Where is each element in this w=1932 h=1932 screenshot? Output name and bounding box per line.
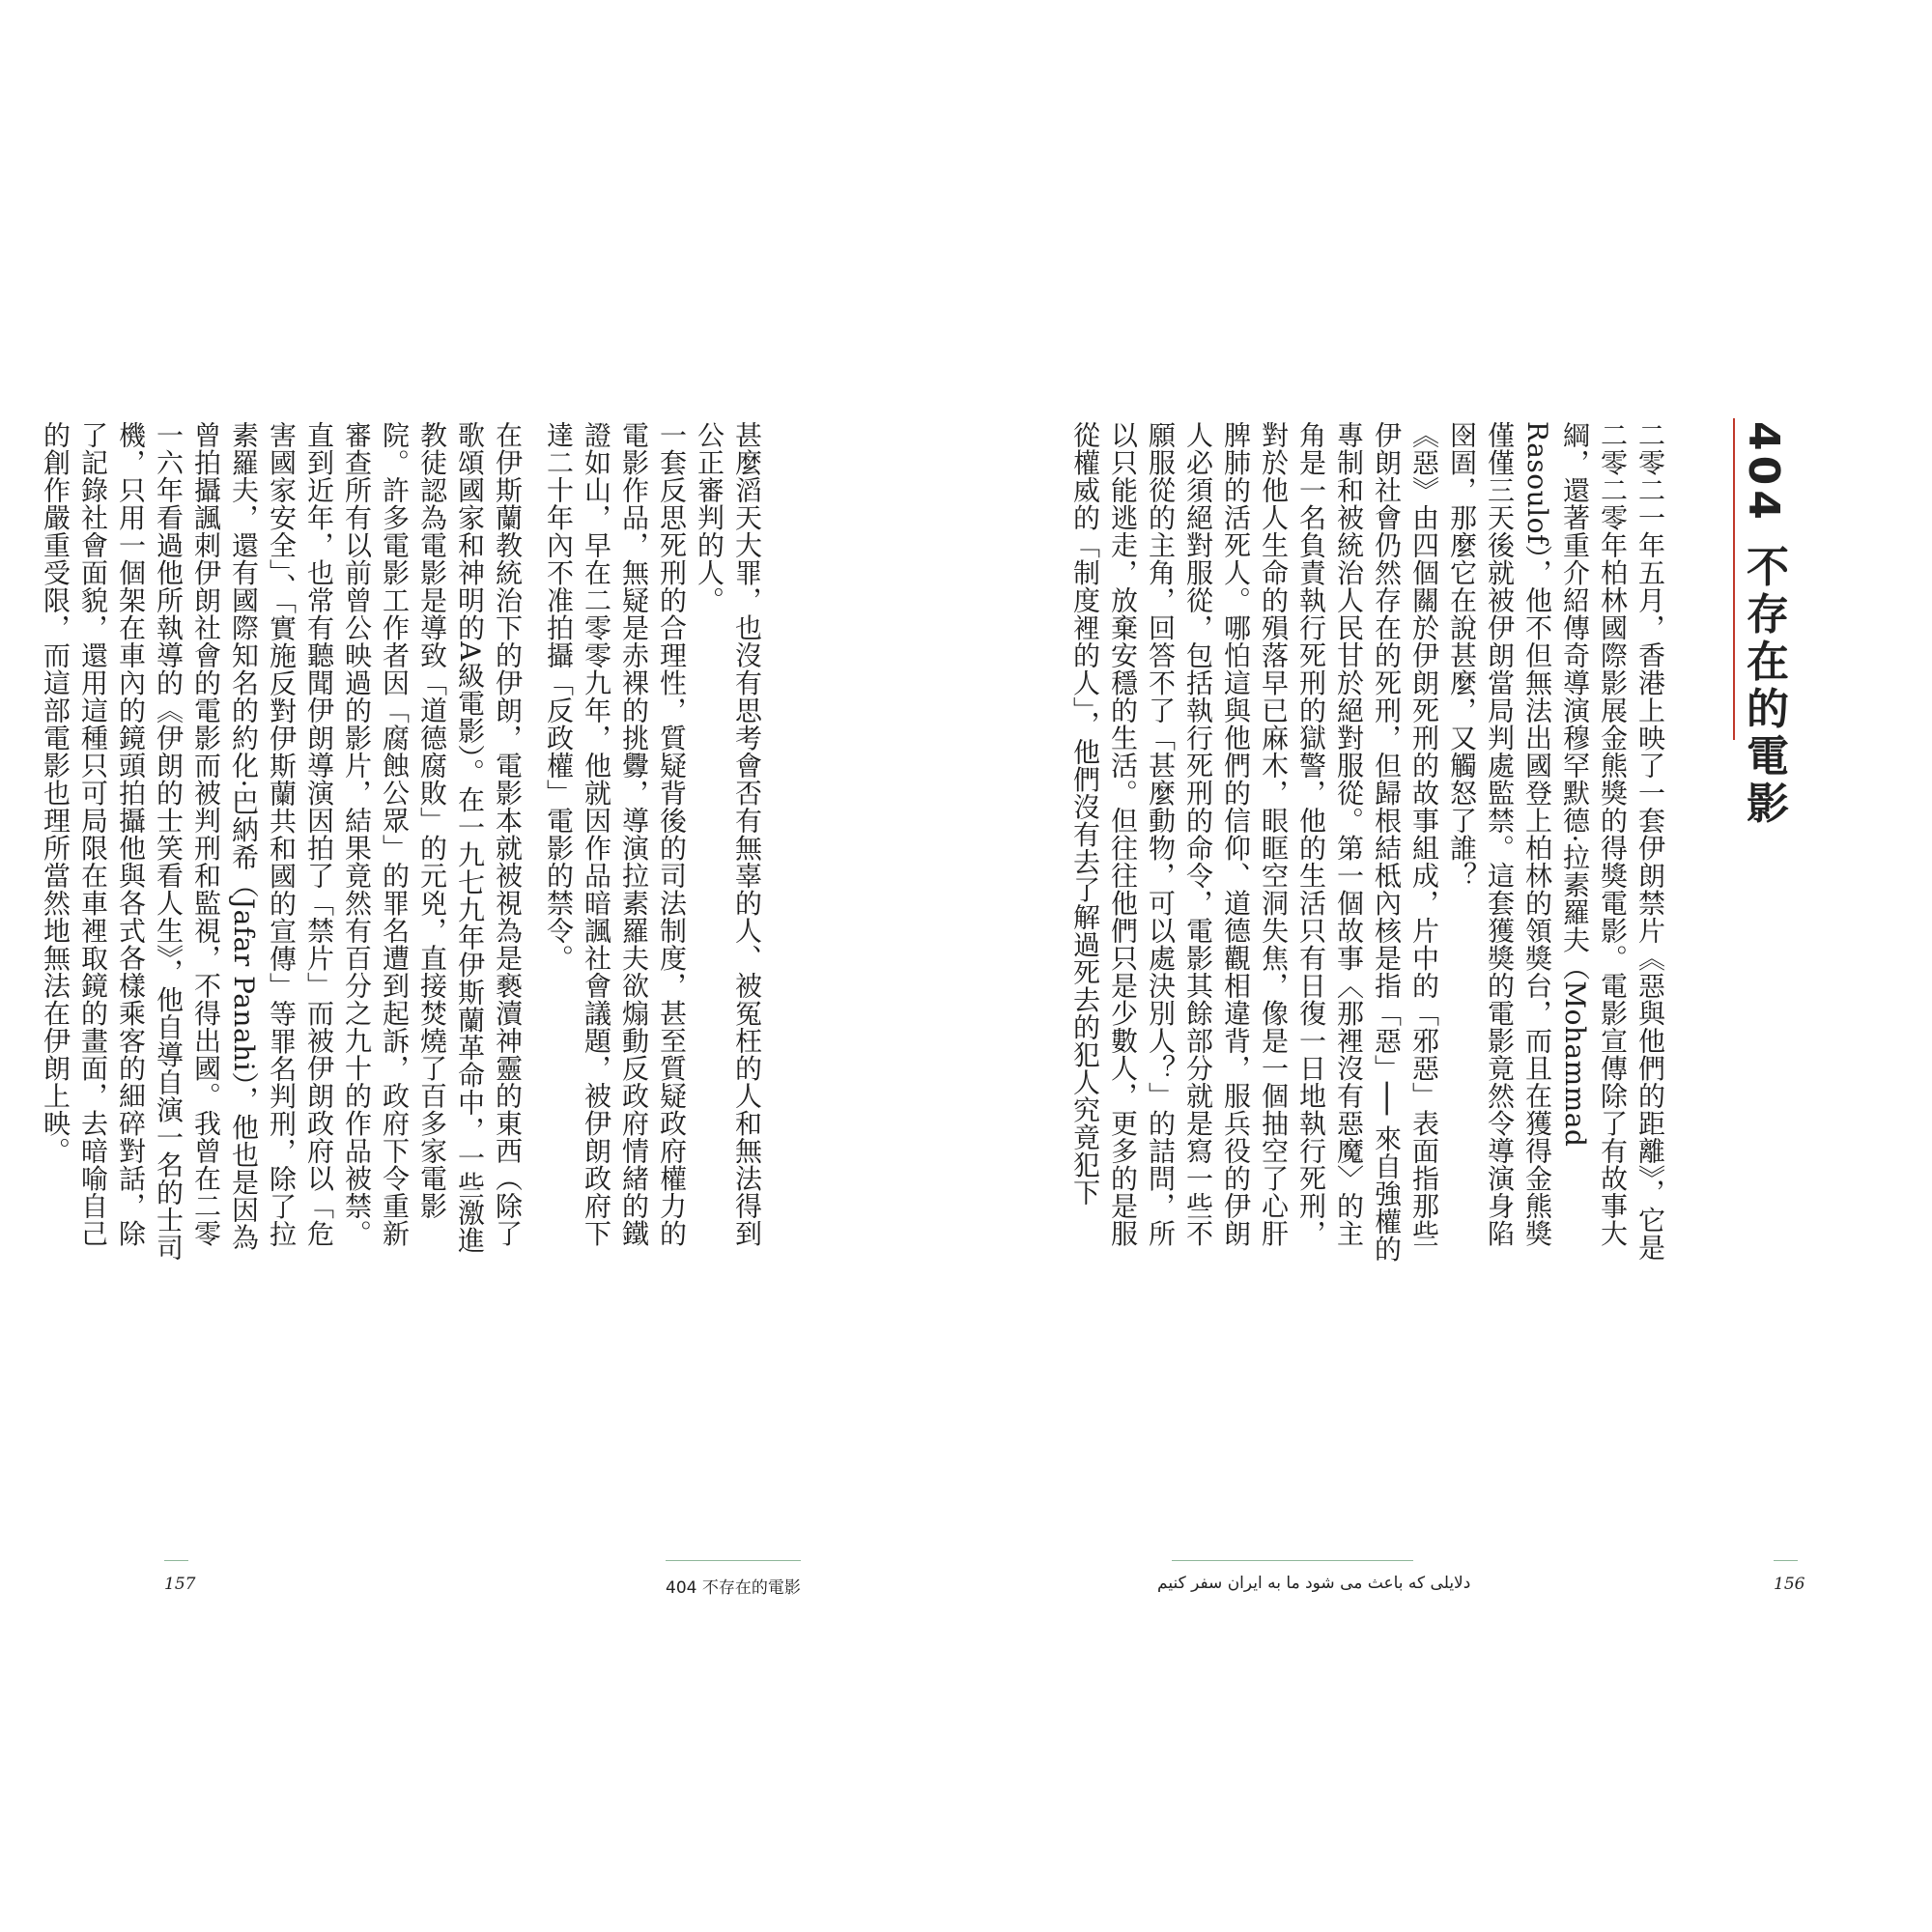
right-page-body xyxy=(1053,421,1669,1271)
chapter-title: 404 不存在的電影 xyxy=(1739,421,1788,829)
chapter-title-rule xyxy=(1733,418,1735,740)
folio-rule-right xyxy=(1774,1560,1798,1561)
paragraph: 二零二一年五月，香港上映了一套伊朗禁片《惡與他們的距離》，它是二零二零年柏林國際影展金熊獎的得獎電影。電影宣傳除了有故事大綱，還著重介紹傳奇導演穆罕默德·拉素羅夫（Mohammad Rasoulof），他不但無法出國登上柏林的領獎台，而且在獲得金熊獎僅僅三天後就被伊朗當局判處監禁。這套獲獎的電影竟然令導演身陷囹圄，那麼它在說甚麼，又觸怒了誰？ xyxy=(1446,421,1666,1262)
footer-rule-right xyxy=(1172,1560,1413,1561)
paragraph: 甚麼滔天大罪，也沒有思考會否有無辜的人、被冤枉的人和無法得到公正審判的人。 xyxy=(694,421,763,1247)
paragraph: 《惡》由四個關於伊朗死刑的故事組成，片中的「邪惡」表面指那些伊朗社會仍然存在的死刑，但歸根結柢內核是指「惡」── 來自強權的專制和被統治人民甘於絕對服從。第一個故事〈那裡沒有惡魔〉的主角是一名負責執行死刑的獄警，他的生活只有日復一日地執行死刑，對於他人生命的殞落早已麻木，眼眶空洞失焦，像是一個抽空了心肝脾肺的活死人。哪怕這與他們的信仰、道德觀相違背，服兵役的伊朗人必須絕對服從，包括執行死刑的命令，電影其餘部分就是寫一些不願服從的主角，回答不了「甚麼動物，可以處決別人？」的詰問，所以只能逃走，放棄安穩的生活。但往往他們只是少數人，更多的是服從權威的「制度裡的人」，他們沒有去了解過死去的犯人究竟犯下 xyxy=(1069,421,1440,1263)
running-head-left: 404 不存在的電影 xyxy=(666,1578,801,1598)
paragraph: 在伊斯蘭教統治下的伊朗，電影本就被視為是褻瀆神靈的東西（除了歌頌國家和神明的A級電影）。在一九七九年伊斯蘭革命中，一些激進教徒認為電影是導致「道德腐敗」的元兇，直接焚燒了百多家電影院。許多電影工作者因「腐蝕公眾」的罪名遭到起訴，政府下令重新審查所有以前曾公映過的影片，結果竟然有百分之九十的作品被禁。直到近年，也常有聽聞伊朗導演因拍了「禁片」而被伊朗政府以「危害國家安全」、「實施反對伊斯蘭共和國的宣傳」等罪名判刑，除了拉素羅夫，還有國際知名的約化·巴納希（Jafar Panahi），他也是因為曾拍攝諷刺伊朗社會的電影而被判刑和監視，不得出國。我曾在二零一六年看過他所執導的《伊朗的士笑看人生》，他自導自演一名的士司機，只用一個架在車內的鏡頭拍攝他與各式各樣乘客的細碎對話，除了記錄社會面貌，還用這種只可局限在車裡取鏡的畫面，去暗喻自己的創作嚴重受限，而這部電影也理所當然地無法在伊朗上映。 xyxy=(40,421,524,1262)
folio-rule-left xyxy=(164,1560,188,1561)
footer-rule-left xyxy=(666,1560,801,1561)
running-head-right: دلایلی که باعث می شود ما به ایران سفر کنیم xyxy=(1157,1574,1471,1593)
page-number-right: 156 xyxy=(1774,1575,1805,1594)
paragraph: 一套反思死刑的合理性，質疑背後的司法制度，甚至質疑政府權力的電影作品，無疑是赤裸的挑釁，導演拉素羅夫欲煽動反政府情緒的鐵證如山，早在二零零九年，他就因作品暗諷社會議題，被伊朗政府下達二十年內不准拍攝「反政權」電影的禁令。 xyxy=(543,421,688,1247)
left-page-body xyxy=(23,421,766,1271)
page-number-left: 157 xyxy=(164,1575,196,1594)
